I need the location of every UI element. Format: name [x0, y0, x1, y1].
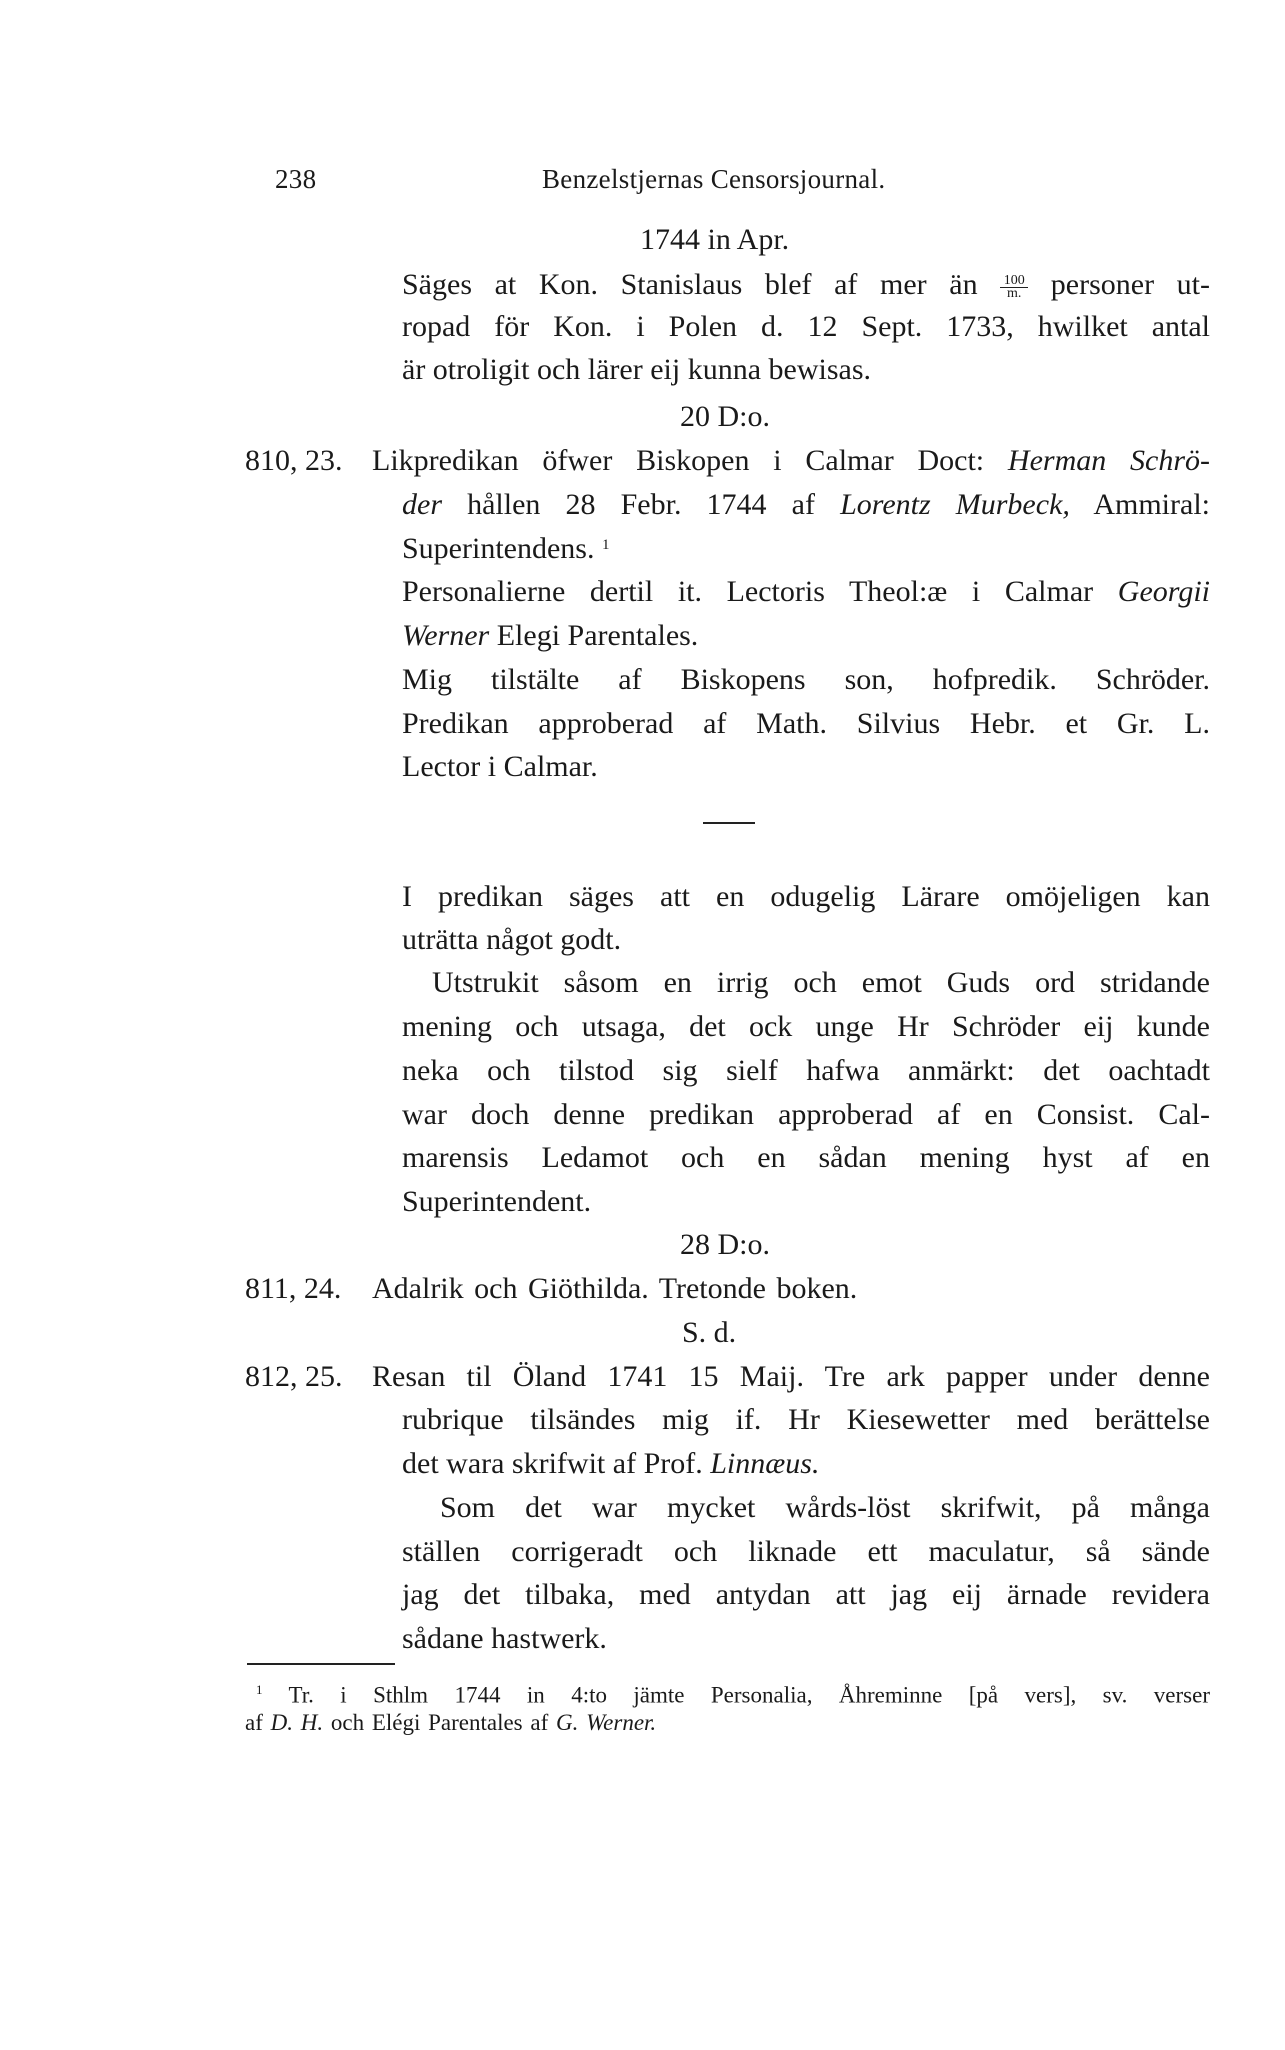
entry-date: 1744 in Apr. — [640, 223, 790, 256]
text-line: Utstrukit såsom en irrig och emot Guds ord stridande — [432, 966, 1210, 999]
text-segment: och Elégi Parentales af — [330, 1710, 549, 1735]
text-segment: Elegi Parentales. — [496, 619, 699, 652]
text-segment: hållen 28 Febr. 1744 af — [467, 488, 815, 521]
text-line: neka och tilstod sig sielf hafwa anmärkt: det oachtadt — [402, 1054, 1210, 1087]
text-segment: Superintendens. — [402, 532, 595, 565]
text-line — [372, 446, 1210, 476]
entry-date: 28 D:o. — [680, 1228, 770, 1261]
text-line — [402, 534, 609, 564]
text-line: war doch denne predikan approberad af en Consist. Cal- — [402, 1098, 1210, 1131]
text-line: Adalrik och Giöthilda. Tretonde boken. — [372, 1272, 858, 1305]
entry-number: 812, 25. — [245, 1360, 343, 1393]
text-line: rubrique tilsändes mig if. Hr Kiesewetter med berättelse — [402, 1403, 1210, 1436]
text-line: Som det war mycket wårds-löst skrifwit, på många — [440, 1491, 1210, 1524]
text-line: är otroligit och lärer eij kunna bewisas. — [402, 353, 872, 386]
footnote-line — [256, 1678, 1210, 1708]
person-name: Lorentz Murbeck, — [840, 488, 1070, 521]
footnote-separator — [247, 1663, 395, 1665]
fraction-denominator: m. — [1006, 285, 1022, 301]
text-line — [402, 490, 1210, 520]
person-name: Werner — [402, 619, 490, 652]
text-line: sådane hastwerk. — [402, 1622, 607, 1655]
person-name: Linnæus. — [710, 1447, 820, 1480]
text-segment: Personalierne dertil it. Lectoris Theol:æ i Calmar — [402, 575, 1094, 608]
page-number: 238 — [275, 164, 317, 194]
text-segment: Likpredikan öfwer Biskopen i Calmar Doct: — [372, 444, 985, 477]
text-line: Predikan approberad af Math. Silvius Hebr. et Gr. L. — [402, 707, 1210, 740]
footnote-reference: 1 — [601, 537, 610, 553]
text-line: uträtta något godt. — [402, 923, 622, 956]
text-line — [402, 1449, 819, 1479]
text-line: mening och utsaga, det ock unge Hr Schröder eij kunde — [402, 1010, 1210, 1043]
person-name: G. Werner. — [556, 1710, 657, 1735]
entry-number: 810, 23. — [245, 444, 343, 477]
person-name: Herman Schrö- — [1007, 444, 1211, 477]
text-line: marensis Ledamot och en sådan mening hyst af en — [402, 1141, 1210, 1174]
text-segment: personer ut- — [1050, 268, 1211, 301]
entry-date: S. d. — [682, 1316, 737, 1349]
text-line: Resan til Öland 1741 15 Maij. Tre ark papper under denne — [372, 1360, 1210, 1393]
person-name: D. H. — [270, 1710, 324, 1735]
text-line: ropad för Kon. i Polen d. 12 Sept. 1733, hwilket antal — [402, 310, 1210, 343]
text-segment: Tr. i Sthlm 1744 in 4:to jämte Personalia, Åhreminne [på vers], sv. verser — [288, 1682, 1210, 1708]
text-segment: Säges at Kon. Stanislaus blef af mer än — [402, 268, 978, 301]
text-line: Superintendent. — [402, 1185, 592, 1218]
text-line — [402, 577, 1210, 607]
footnote-line — [245, 1711, 656, 1735]
text-line — [402, 621, 698, 651]
fraction — [1000, 272, 1028, 301]
text-line: ställen corrigeradt och liknade ett maculatur, så sände — [402, 1535, 1210, 1568]
fraction-numerator: 100 — [1000, 275, 1028, 288]
text-segment: Ammiral: — [1093, 488, 1210, 521]
text-segment: det wara skrifwit af Prof. — [402, 1447, 703, 1480]
person-name: Georgii — [1117, 575, 1210, 608]
text-line: Mig tilstälte af Biskopens son, hofpredik. Schröder. — [402, 663, 1210, 696]
text-line — [402, 270, 1210, 300]
text-line: jag det tilbaka, med antydan att jag eij ärnade revidera — [402, 1578, 1210, 1611]
footnote-marker: 1 — [256, 1682, 263, 1697]
text-line: Lector i Calmar. — [402, 750, 598, 783]
person-name: der — [402, 488, 442, 521]
section-divider — [703, 822, 755, 824]
entry-date: 20 D:o. — [680, 400, 770, 433]
text-segment: af — [245, 1710, 263, 1735]
running-title: Benzelstjernas Censorsjournal. — [542, 164, 886, 194]
entry-number: 811, 24. — [245, 1272, 342, 1305]
text-line: I predikan säges att en odugelig Lärare omöjeligen kan — [402, 880, 1210, 913]
